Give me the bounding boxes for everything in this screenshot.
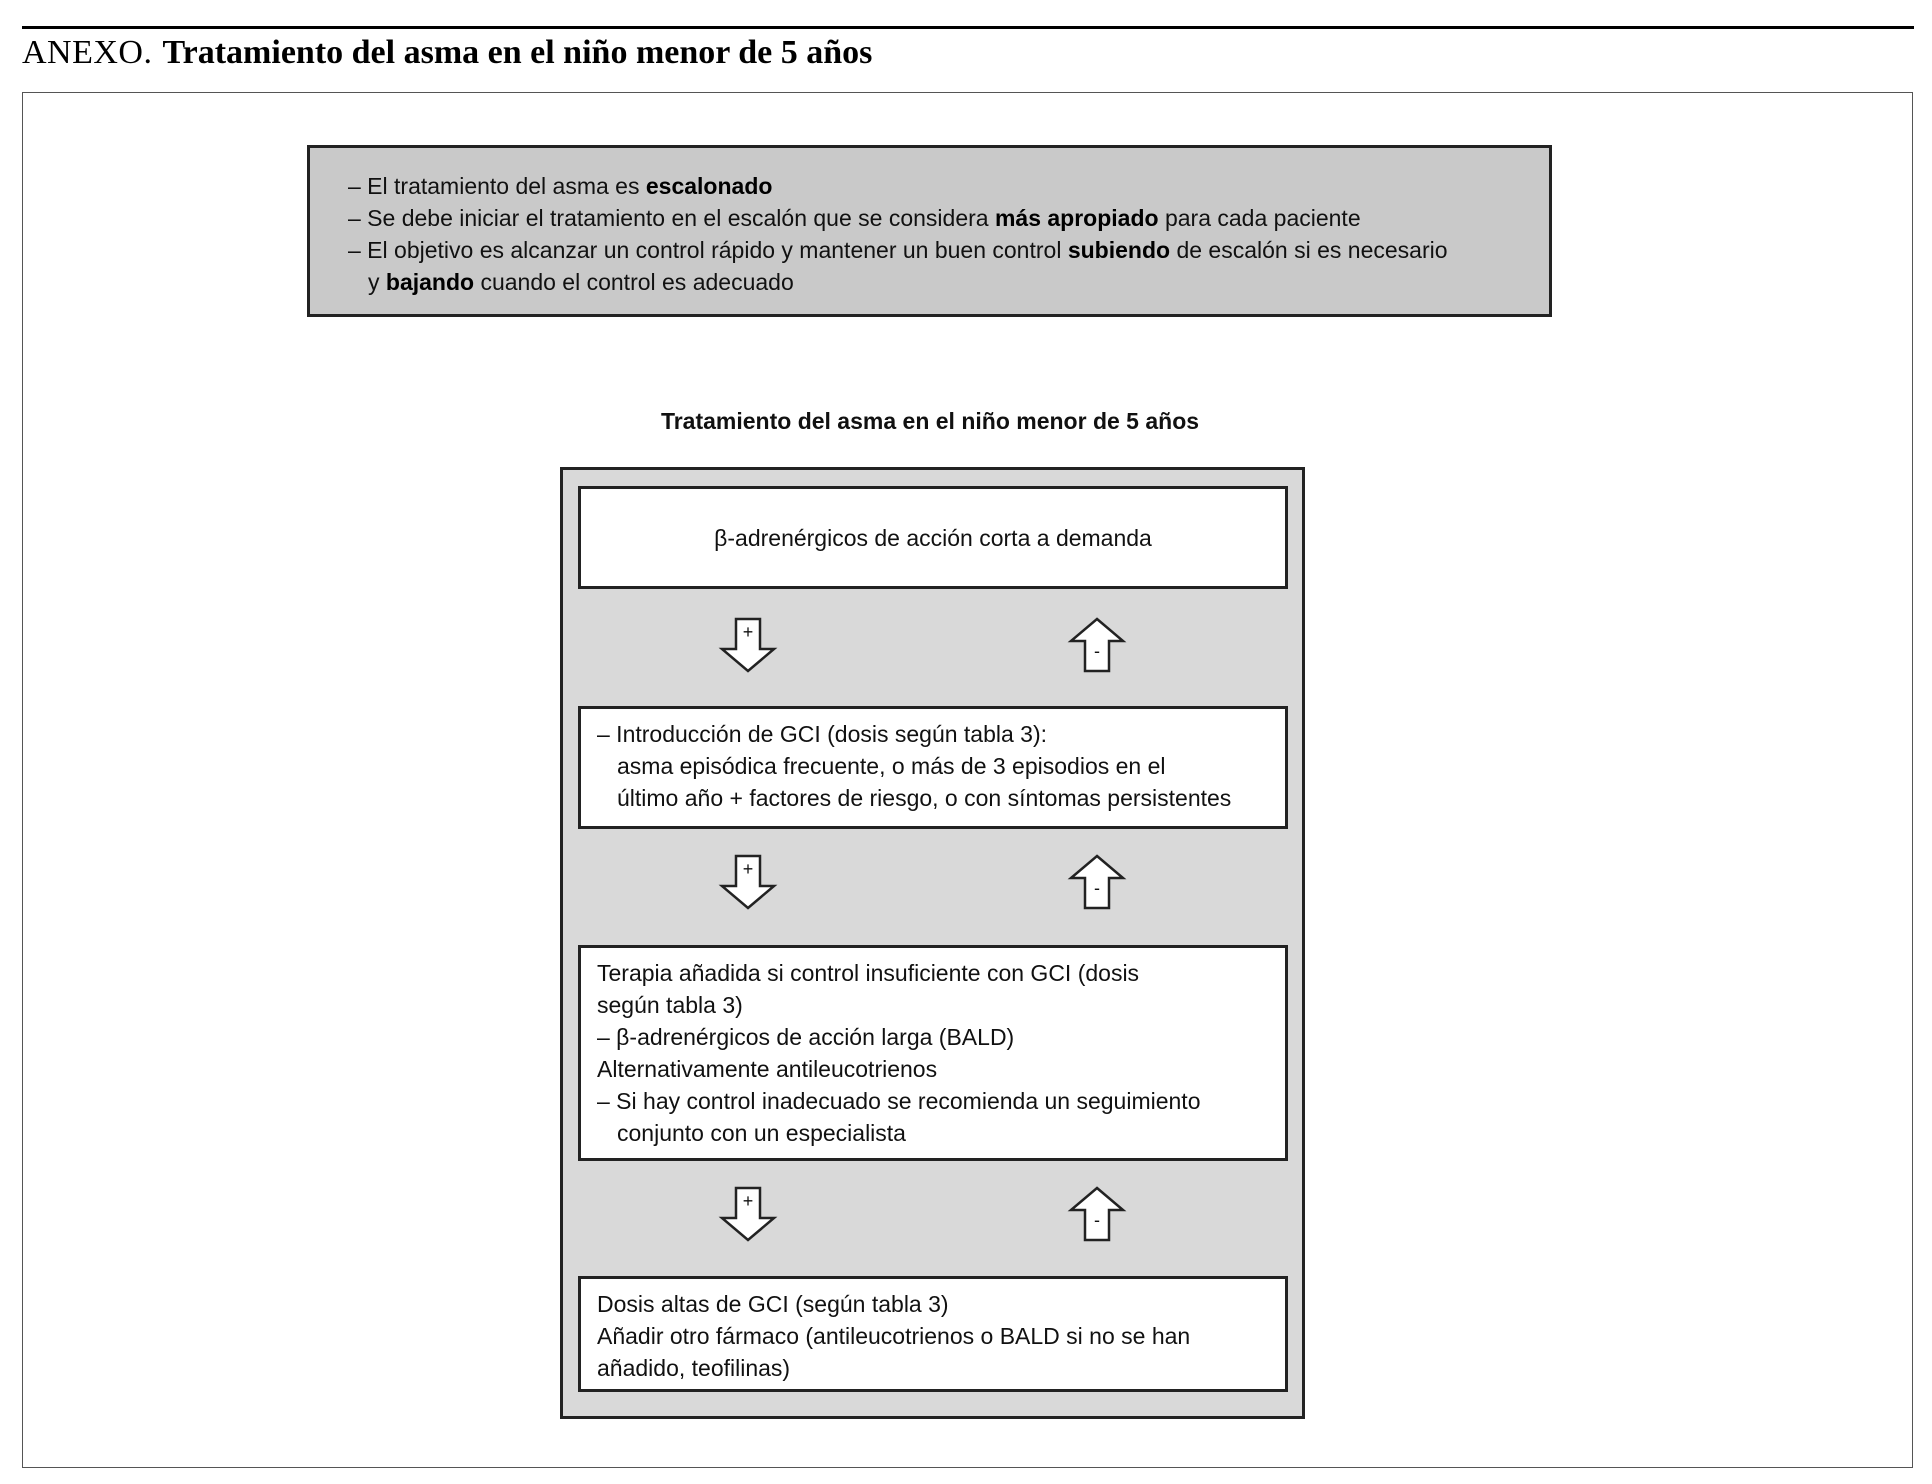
- page-header: [22, 34, 872, 72]
- minus-sign: -: [1094, 1210, 1100, 1230]
- step-down-arrow-icon: [1067, 617, 1127, 673]
- step-3-line-6: conjunto con un especialista: [617, 1120, 906, 1146]
- step-down-arrow-icon: [1067, 854, 1127, 910]
- step-3-box: [578, 945, 1288, 1161]
- step-3-line-1: Terapia añadida si control insuficiente con GCI (dosis: [597, 960, 1140, 986]
- step-3-line-5: – Si hay control inadecuado se recomienda un seguimiento: [597, 1088, 1201, 1114]
- step-up-arrow-icon: [718, 854, 778, 910]
- summary-line-4: y bajando cuando el control es adecuado: [368, 269, 794, 295]
- top-rule: [22, 26, 1914, 29]
- step-2-box: [578, 706, 1288, 829]
- plus-sign: +: [742, 622, 754, 642]
- step-1-box: [578, 486, 1288, 589]
- summary-line-3: – El objetivo es alcanzar un control rápido y mantener un buen control subiendo de escalón si es necesario: [348, 237, 1448, 263]
- step-2-line-3: último año + factores de riesgo, o con síntomas persistentes: [617, 785, 1232, 811]
- plus-sign: +: [742, 859, 754, 879]
- step-4-box: [578, 1276, 1288, 1392]
- step-up-arrow-icon: [718, 617, 778, 673]
- step-3-line-3: – β-adrenérgicos de acción larga (BALD): [597, 1024, 1015, 1050]
- step-up-arrow-icon: [718, 1186, 778, 1242]
- minus-sign: -: [1094, 641, 1100, 661]
- step-2-line-2: asma episódica frecuente, o más de 3 episodios en el: [617, 753, 1166, 779]
- step-4-line-3: añadido, teofilinas): [597, 1355, 791, 1381]
- minus-sign: -: [1094, 878, 1100, 898]
- step-down-arrow-icon: [1067, 1186, 1127, 1242]
- step-2-line-1: – Introducción de GCI (dosis según tabla 3):: [597, 721, 1048, 747]
- summary-line-2: – Se debe iniciar el tratamiento en el escalón que se considera más apropiado para cada paciente: [348, 205, 1361, 231]
- plus-sign: +: [742, 1191, 754, 1211]
- step-4-line-2: Añadir otro fármaco (antileucotrienos o BALD si no se han: [597, 1323, 1191, 1349]
- annex-label: ANEXO.: [22, 34, 153, 71]
- step-3-line-2: según tabla 3): [597, 992, 743, 1018]
- diagram-title: Tratamiento del asma en el niño menor de 5 años: [660, 408, 1200, 434]
- summary-box: [307, 145, 1552, 317]
- step-3-line-4: Alternativamente antileucotrienos: [597, 1056, 938, 1082]
- step-1-text: β-adrenérgicos de acción corta a demanda: [714, 524, 1152, 551]
- step-4-line-1: Dosis altas de GCI (según tabla 3): [597, 1291, 949, 1317]
- summary-line-1: – El tratamiento del asma es escalonado: [348, 173, 773, 199]
- page-title: Tratamiento del asma en el niño menor de 5 años: [162, 34, 873, 71]
